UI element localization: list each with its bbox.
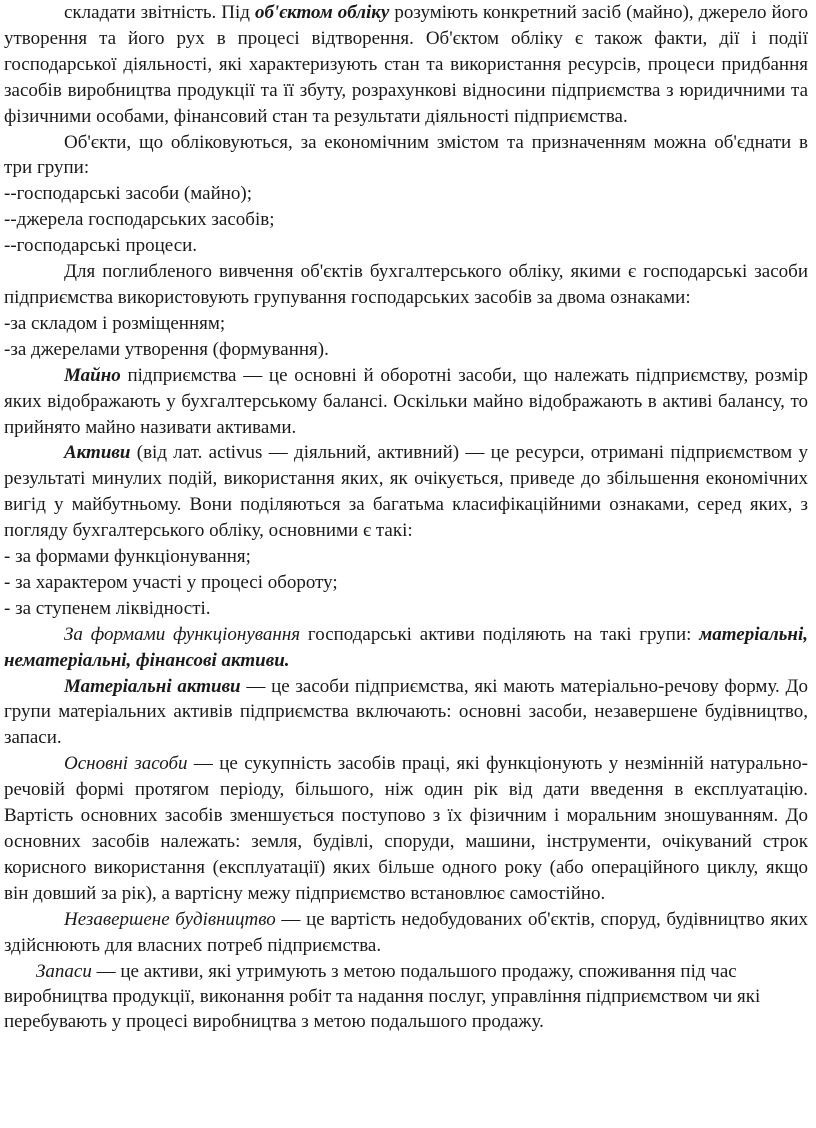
paragraph xyxy=(4,570,808,596)
paragraph-text: господарські активи поділяють на такі групи: xyxy=(300,623,700,645)
paragraph-text: складати звітність. Під xyxy=(64,2,255,23)
paragraph-text: розуміють конкретний засіб (майно), джерело його утворення та його рух в процесі відтворення. Об'єктом обліку є також факти, дії і події господарської діяльності, які характеризують стан та використання ресурсів, процеси придбання засобів виробництва продукції та її збуту, розрахункові відносини підприємства з юридичними та фізичними особами, фінансовий стан та результати діяльності підприємства. xyxy=(4,2,809,127)
paragraph-text: — це вартість недобудованих об'єктів, споруд, будівництво яких здійснюють для власних потреб підприємства. xyxy=(4,908,808,956)
paragraph xyxy=(4,751,808,906)
paragraph-text: (від лат. activus — діяльний, активний) — це ресурси, отримані підприємством у результаті минулих подій, використання яких, як очікується, приведе до збільшення економічних вигід у майбутньому. Вони поділяються за багатьма класифікаційними ознаками, серед яких, з погляду бухгалтерського обліку, основними є такі: xyxy=(4,442,808,542)
paragraph xyxy=(4,907,808,959)
paragraph-text: — це засоби підприємства, які мають матеріально-речову форму. До групи матеріальних активів підприємства включають: основні засоби, незавершене будівництво, запаси. xyxy=(4,675,808,749)
paragraph-text: -за складом і розміщенням; xyxy=(4,312,226,334)
paragraph xyxy=(4,596,808,622)
emphasized-term: За формами функціонування xyxy=(64,623,301,645)
paragraph xyxy=(4,674,808,752)
paragraph-text: Об'єкти, що обліковуються, за економічним змістом та призначенням можна об'єднати в три групи: xyxy=(4,131,808,179)
paragraph xyxy=(4,130,808,182)
paragraph xyxy=(4,959,808,1034)
paragraph xyxy=(4,440,808,544)
paragraph-text: --господарські процеси. xyxy=(4,235,198,257)
emphasized-term: Активи xyxy=(64,442,131,464)
paragraph-text: підприємства — це основні й оборотні засоби, що належать підприємству, розмір яких відображають у бухгалтерському балансі. Оскільки майно відображають в активі балансу, то прийнято майно називати активами. xyxy=(4,364,808,438)
paragraph xyxy=(4,181,808,207)
emphasized-term: матеріальні, нематеріальні, фінансові активи. xyxy=(4,623,809,671)
paragraph xyxy=(4,233,808,259)
paragraph-text: — це сукупність засобів праці, які функціонують у незмінній натурально-речовій формі протягом періоду, більшого, ніж один рік від дати введення в експлуатацію. Вартість основних засобів зменшується поступово з їх фізичним і моральним зношуванням. До основних засобів належать: земля, будівлі, споруди, машини, інструменти, очікуваний строк корисного використання (експлуатації) яких більше одного року (або операційного циклу, якщо він довший за рік), а вартісну межу підприємство встановлює самостійно. xyxy=(4,753,808,904)
paragraph xyxy=(4,544,808,570)
paragraph-text: Для поглибленого вивчення об'єктів бухгалтерського обліку, якими є господарські засоби підприємства використовують групування господарських засобів за двома ознаками: xyxy=(4,261,808,308)
paragraph xyxy=(4,363,808,441)
paragraph xyxy=(4,259,808,311)
paragraph xyxy=(4,207,808,233)
emphasized-term: Незавершене будівництво xyxy=(64,908,276,930)
paragraph-text: -за джерелами утворення (формування). xyxy=(4,338,329,360)
paragraph-text: - за характером участі у процесі обороту; xyxy=(4,571,338,593)
emphasized-term: Майно xyxy=(64,364,121,386)
paragraph-text: - за ступенем ліквідності. xyxy=(4,597,211,619)
paragraph xyxy=(4,337,808,363)
paragraph-text: — це активи, які утримують з метою подальшого продажу, споживання під час виробництва продукції, виконання робіт та надання послуг, управління підприємством чи які перебувають у процесі виробництва з метою подальшого продажу. xyxy=(4,960,761,1032)
paragraph-text: --джерела господарських засобів; xyxy=(4,209,275,231)
paragraph xyxy=(4,622,808,674)
paragraph xyxy=(4,311,808,337)
paragraph xyxy=(4,0,808,130)
emphasized-term: Матеріальні активи xyxy=(64,675,241,697)
emphasized-term: об'єктом обліку xyxy=(254,2,390,23)
paragraph-text: --господарські засоби (майно); xyxy=(4,183,253,205)
emphasized-term: Запаси xyxy=(36,960,92,982)
paragraph-text: - за формами функціонування; xyxy=(4,546,251,568)
emphasized-term: Основні засоби xyxy=(64,753,188,775)
